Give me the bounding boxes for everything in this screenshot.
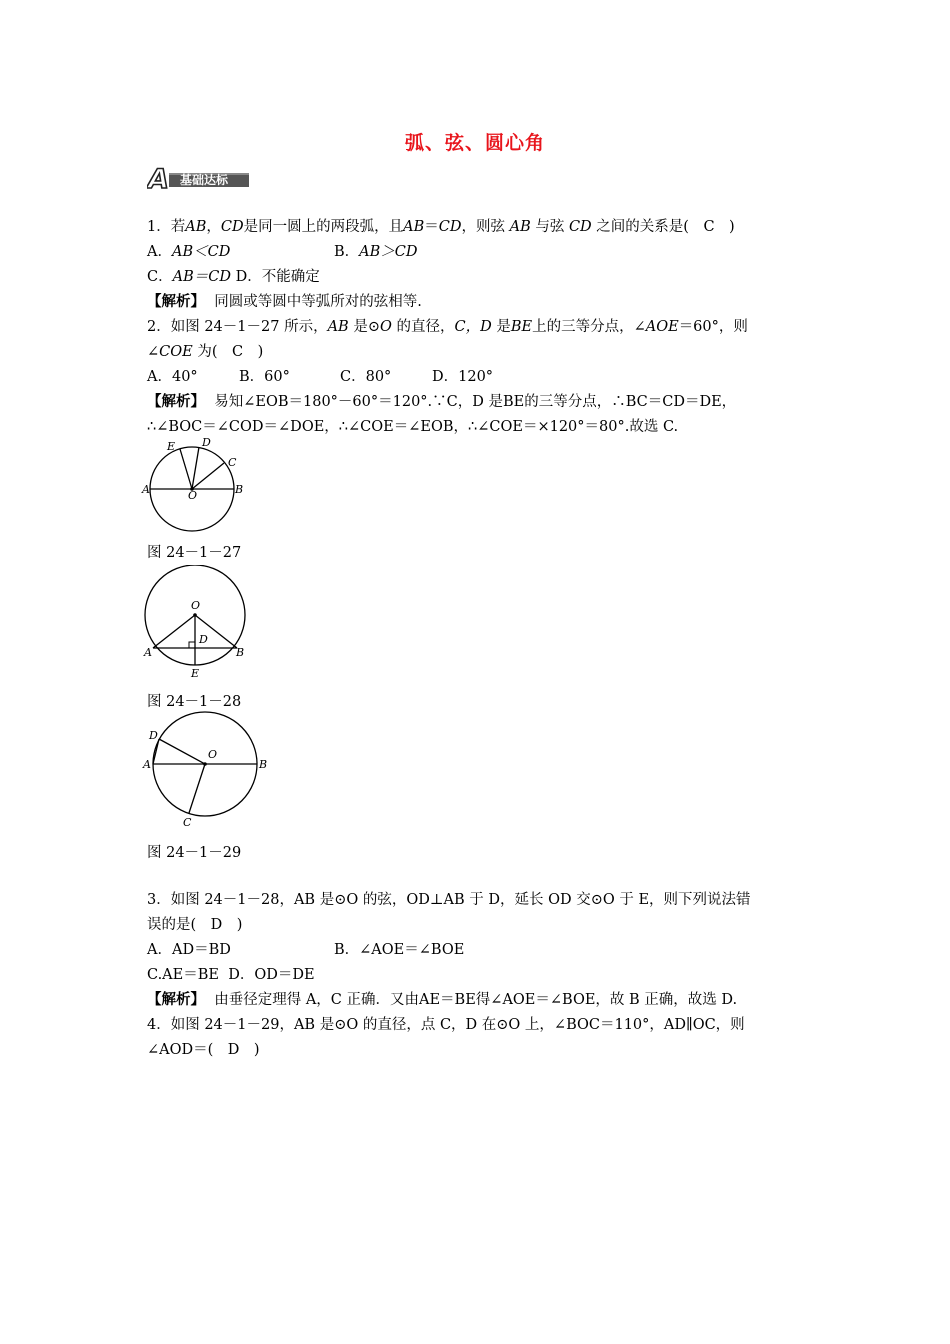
section-badge xyxy=(147,163,252,191)
q3-analysis: 【解析】 由垂径定理得 A，C 正确．又由AE＝BE得∠AOE＝∠BOE，故 B 正确，故选 D. xyxy=(147,991,738,1008)
fig27-label-o: O xyxy=(188,489,198,502)
q2-analysis-line2: ∴∠BOC＝∠COD＝∠DOE，∴∠COE＝∠EOB，∴∠COE＝×120°＝80°.故选 C. xyxy=(147,419,679,435)
fig27-caption: 图 24－1－27 xyxy=(147,545,242,561)
q3-stem-line2: 误的是( D ) xyxy=(147,917,243,933)
fig29-label-c: C xyxy=(183,816,192,829)
q4-stem-line2: ∠AOD＝( D ) xyxy=(147,1042,260,1058)
page-title: 弧、弦、圆心角 xyxy=(404,132,545,154)
badge-text: 基础达标 xyxy=(180,173,229,187)
q3-stem-line1: 3．如图 24－1－28，AB 是⊙O 的弦，OD⊥AB 于 D，延长 OD 交⊙O 于 E，则下列说法错 xyxy=(147,892,751,908)
fig29-label-b: B xyxy=(259,758,268,771)
badge-letter: A xyxy=(148,164,169,191)
fig28-label-d: D xyxy=(199,633,208,646)
figure-24-1-27 xyxy=(140,436,250,536)
fig28-label-b: B xyxy=(236,646,245,659)
fig27-label-a: A xyxy=(142,483,150,496)
q1-options-ab: A．AB＜CD B．AB＞CD xyxy=(147,244,418,260)
q1-options-cd: C．AB＝CD D．不能确定 xyxy=(147,269,320,285)
figure-24-1-29 xyxy=(140,710,270,830)
q2-stem-line2: ∠COE 为( C ) xyxy=(147,344,264,360)
fig29-caption: 图 24－1－29 xyxy=(147,845,242,861)
q1-analysis: 【解析】 同圆或等圆中等弧所对的弦相等. xyxy=(147,293,422,310)
q2-options: A．40° B．60° C．80° D．120° xyxy=(147,369,494,385)
fig28-label-o: O xyxy=(191,599,201,612)
fig29-label-d: D xyxy=(149,729,158,742)
fig28-label-a: A xyxy=(144,646,152,659)
fig27-label-d: D xyxy=(202,436,211,449)
figure-24-1-28 xyxy=(140,565,250,680)
q3-options-ab: A．AD＝BD B．∠AOE＝∠BOE xyxy=(147,942,465,958)
fig28-label-e: E xyxy=(191,667,200,680)
fig29-label-o: O xyxy=(208,748,218,761)
fig29-label-a: A xyxy=(143,758,151,771)
fig27-label-c: C xyxy=(228,456,237,469)
fig27-label-e: E xyxy=(167,440,176,453)
section-badge-icon xyxy=(147,163,252,191)
q4-stem-line1: 4．如图 24－1－29，AB 是⊙O 的直径，点 C，D 在⊙O 上，∠BOC＝110°，AD∥OC，则 xyxy=(147,1017,745,1033)
q1-stem: 1．若AB，CD是同一圆上的两段弧，且AB＝CD，则弦 AB 与弦 CD 之间的关系是( C ) xyxy=(147,219,735,235)
q2-stem-line1: 2．如图 24－1－27 所示，AB 是⊙O 的直径，C，D 是BE上的三等分点，∠AOE＝60°，则 xyxy=(147,319,748,335)
q2-analysis-line1: 【解析】 易知∠EOB＝180°－60°＝120°.∵C，D 是BE的三等分点，∴BC＝CD＝DE， xyxy=(147,393,737,410)
q3-options-cd: C.AE＝BE D．OD＝DE xyxy=(147,967,315,983)
fig27-label-b: B xyxy=(235,483,244,496)
fig28-caption: 图 24－1－28 xyxy=(147,694,242,710)
